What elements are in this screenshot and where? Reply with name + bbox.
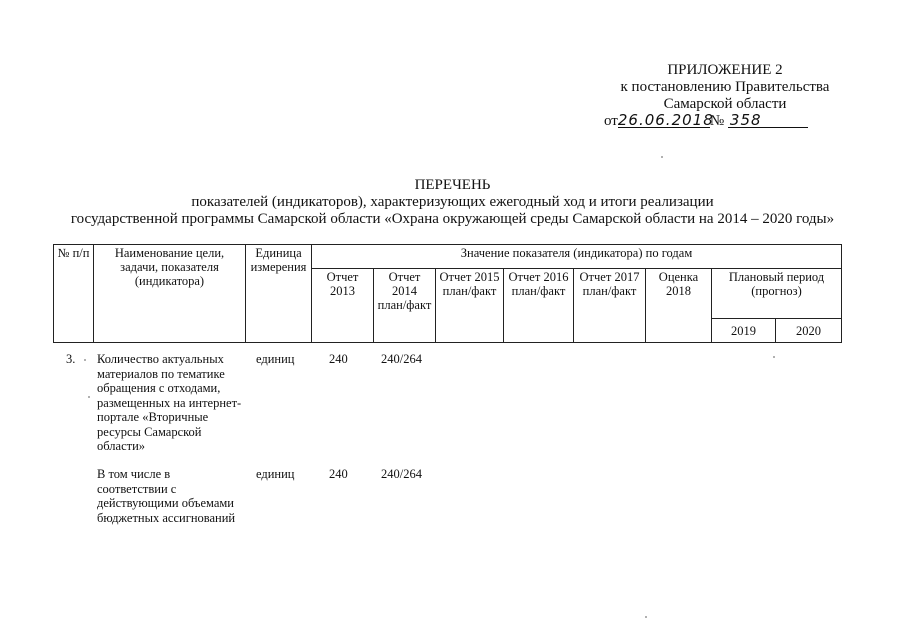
scan-speck (661, 156, 663, 158)
header-2016 (504, 269, 574, 343)
header-2016-sub: план/факт (511, 284, 566, 298)
decree-date: 26.06.2018 (617, 111, 714, 129)
row-2-2013: 240 (329, 467, 348, 481)
header-2016-label: Отчет 2016 (508, 270, 569, 284)
header-2017-label: Отчет 2017 (579, 270, 640, 284)
decree-number: 358 (728, 113, 808, 128)
header-2015-label: Отчет 2015 (439, 270, 500, 284)
appendix-heading: ПРИЛОЖЕНИЕ 2 (667, 62, 783, 78)
appendix-line-1: к постановлению Правительства (620, 79, 830, 95)
appendix-block (560, 62, 890, 130)
header-2014 (374, 269, 436, 343)
title-line-1: показателей (индикаторов), характеризующих ежегодный ход и итоги реализации (191, 194, 714, 210)
header-2013: Отчет 2013 (312, 269, 374, 343)
header-2017-sub: план/факт (582, 284, 637, 298)
scan-speck (88, 396, 90, 398)
header-2015-sub: план/факт (442, 284, 497, 298)
number-prefix: № (709, 113, 725, 129)
row-2-name: В том числе в соответствии с действующими объемами бюджетных ассигнований (97, 467, 236, 525)
row-1-2014: 240/264 (381, 352, 422, 366)
document-title (0, 177, 905, 228)
header-2018: Оценка 2018 (646, 269, 712, 343)
scan-speck (773, 356, 775, 358)
header-2017 (574, 269, 646, 343)
header-2014-label: Отчет 2014 (388, 270, 421, 298)
header-planned: Плановый период (прогноз) (712, 269, 842, 319)
header-name: Наименование цели, задачи, показателя (индикатора) (94, 245, 246, 343)
row-2-2014: 240/264 (381, 467, 422, 481)
header-2015 (436, 269, 504, 343)
row-1-name: Количество актуальных материалов по тематике обращения с отходами, размещенных на интернет-портале «Вторичные ресурсы Самарской области» (97, 352, 242, 453)
appendix-line-2: Самарской области (663, 96, 787, 112)
row-2-unit: единиц (256, 467, 295, 481)
from-prefix: от (604, 113, 618, 129)
header-2019: 2019 (712, 319, 776, 343)
scan-speck (84, 359, 86, 361)
header-unit: Единица измерения (246, 245, 312, 343)
row-1-2013: 240 (329, 352, 348, 366)
scan-speck (645, 616, 647, 618)
title-line-2: государственной программы Самарской области «Охрана окружающей среды Самарской области на 2014 – 2020 годы» (70, 211, 835, 227)
header-num: № п/п (54, 245, 94, 343)
row-1-num: 3. (66, 352, 76, 366)
header-2020: 2020 (776, 319, 842, 343)
title-heading: ПЕРЕЧЕНЬ (414, 177, 491, 193)
decree-line (560, 113, 890, 130)
header-values-by-year: Значение показателя (индикатора) по годам (312, 245, 842, 269)
row-1-unit: единиц (256, 352, 295, 366)
indicators-table-header (53, 244, 842, 343)
header-2014-sub: план/факт (377, 298, 432, 312)
